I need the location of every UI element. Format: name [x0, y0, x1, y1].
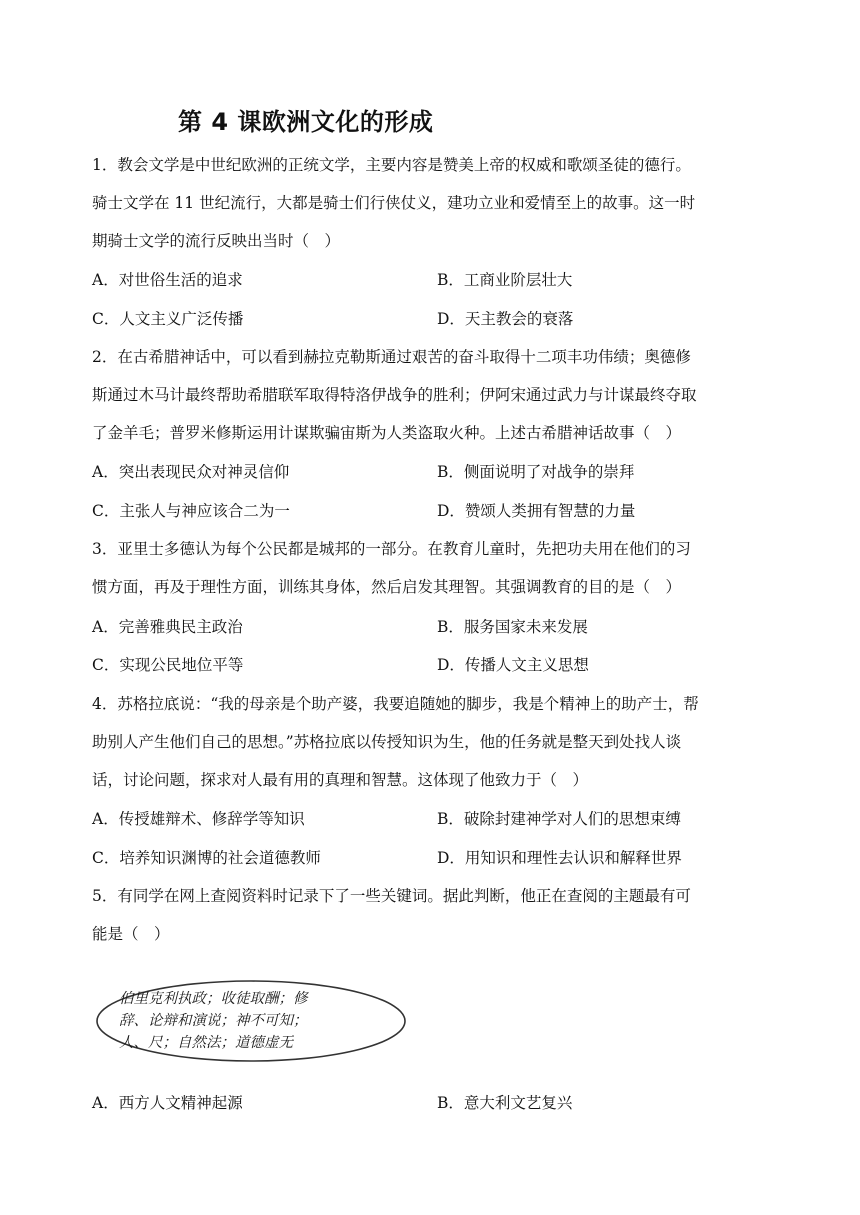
- question-text-line: 1．教会文学是中世纪欧洲的正统文学，主要内容是赞美上帝的权威和歌颂圣徒的德行。: [92, 156, 691, 174]
- question-text-line: 助别人产生他们自己的思想。”苏格拉底以传授知识为生，他的任务就是整天到处找人谈: [92, 733, 682, 751]
- question-text-line: 了金羊毛；普罗米修斯运用计谋欺骗宙斯为人类盗取火种。上述古希腊神话故事（ ）: [92, 424, 682, 442]
- question-text-line: 斯通过木马计最终帮助希腊联军取得特洛伊战争的胜利；伊阿宋通过武力与计谋最终夺取: [92, 386, 697, 404]
- option-c: C．主张人与神应该合二为一: [92, 502, 290, 520]
- question-text-line: 骑士文学在 11 世纪流行，大都是骑士们行侠仗义，建功立业和爱情至上的故事。这一时: [92, 194, 696, 212]
- page-title: 第 4 课欧洲文化的形成: [178, 108, 434, 136]
- question-text-line: 2．在古希腊神话中，可以看到赫拉克勒斯通过艰苦的奋斗取得十二项丰功伟绩；奥德修: [92, 348, 691, 366]
- option-d: D．传播人文主义思想: [437, 656, 589, 674]
- option-b: B．服务国家未来发展: [437, 618, 588, 636]
- question-text-line: 能是（ ）: [92, 925, 170, 943]
- option-d: D．赞颂人类拥有智慧的力量: [437, 502, 636, 520]
- option-d: D．天主教会的衰落: [437, 310, 574, 328]
- question-text-line: 4．苏格拉底说：“我的母亲是个助产婆，我要追随她的脚步，我是个精神上的助产士，帮: [92, 695, 699, 713]
- question-text-line: 5．有同学在网上查阅资料时记录下了一些关键词。据此判断，他正在查阅的主题最有可: [92, 887, 691, 905]
- question-text-line: 3．亚里士多德认为每个公民都是城邦的一部分。在教育儿童时，先把功夫用在他们的习: [92, 540, 691, 558]
- option-a: A．对世俗生活的追求: [92, 271, 243, 289]
- option-a: A．完善雅典民主政治: [92, 618, 243, 636]
- option-a: A．突出表现民众对神灵信仰: [92, 463, 290, 481]
- option-c: C．培养知识渊博的社会道德教师: [92, 849, 321, 867]
- option-b: B．工商业阶层壮大: [437, 271, 573, 289]
- option-c: C．实现公民地位平等: [92, 656, 244, 674]
- keyword-note-figure: [95, 979, 407, 1063]
- option-c: C．人文主义广泛传播: [92, 310, 244, 328]
- keyword-line: 伯里克利执政；收徒取酬；修: [119, 991, 308, 1007]
- option-b: B．侧面说明了对战争的崇拜: [437, 463, 635, 481]
- option-b: B．破除封建神学对人们的思想束缚: [437, 810, 681, 828]
- question-text-line: 惯方面，再及于理性方面，训练其身体，然后启发其理智。其强调教育的目的是（ ）: [92, 578, 682, 596]
- question-text-line: 期骑士文学的流行反映出当时（ ）: [92, 232, 341, 250]
- option-b: B．意大利文艺复兴: [437, 1094, 573, 1112]
- keyword-line: 人、尺；自然法；道德虚无: [119, 1035, 293, 1051]
- option-a: A．西方人文精神起源: [92, 1094, 243, 1112]
- option-a: A．传授雄辩术、修辞学等知识: [92, 810, 305, 828]
- keyword-line: 辞、论辩和演说；神不可知；: [119, 1013, 308, 1029]
- question-text-line: 话，讨论问题，探求对人最有用的真理和智慧。这体现了他致力于（ ）: [92, 771, 589, 789]
- option-d: D．用知识和理性去认识和解释世界: [437, 849, 682, 867]
